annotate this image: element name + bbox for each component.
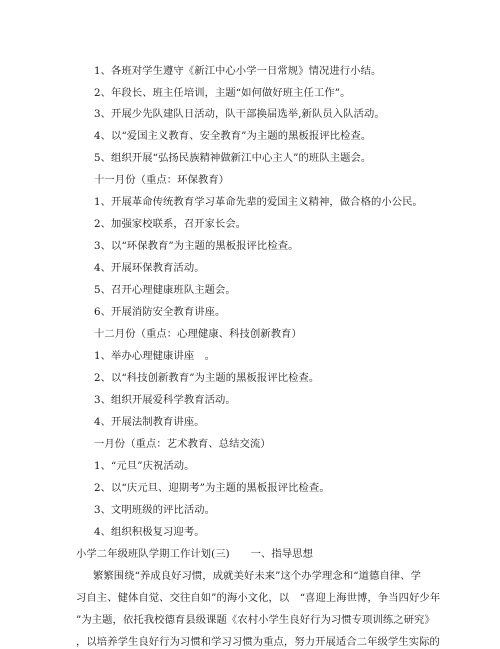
list-item: 2、加强家校联系，召开家长会。 — [94, 218, 247, 230]
document-subtitle: 小学二年级班队学期工作计划(三) 一、指导思想 — [76, 548, 313, 560]
list-item: 1、开展革命传统教育学习革命先辈的爱国主义精神，做合格的小公民。 — [94, 196, 423, 208]
body-paragraph-line: ”为主题，依托我校德育县级课题《农村小学生良好行为习惯专项训练之研究》 — [76, 614, 435, 626]
list-item: 5、组织开展“弘扬民族精神做新江中心主人”的班队主题会。 — [94, 152, 372, 164]
body-paragraph-line: 习自主、健体自觉、交往自如”的海小文化，以 “喜迎上海世博，争当四好少年 — [76, 592, 441, 604]
list-item: 4、开展环保教育活动。 — [94, 262, 205, 274]
list-item: 3、组织开展爱科学教育活动。 — [94, 394, 236, 406]
list-item: 3、文明班级的评比活动。 — [94, 504, 216, 516]
section-heading-november: 十一月份（重点：环保教育） — [94, 174, 230, 186]
list-item: 3、以“环保教育”为主题的黑板报评比检查。 — [94, 240, 299, 252]
list-item: 4、开展法制教育讲座。 — [94, 416, 205, 428]
list-item: 4、组织积极复习迎考。 — [94, 526, 205, 538]
list-item: 5、召开心理健康班队主题会。 — [94, 284, 236, 296]
list-item: 1、各班对学生遵守《新江中心小学一日常规》情况进行小结。 — [94, 65, 382, 77]
list-item: 2、年段长、班主任培训，主题“如何做好班主任工作”。 — [94, 87, 351, 99]
list-item: 2、以“科技创新教育”为主题的黑板报评比检查。 — [94, 372, 320, 384]
list-item: 1、举办心理健康讲座 。 — [94, 350, 216, 362]
list-item: 3、开展少先队建队日活动，队干部换届选举,新队员入队活动。 — [94, 108, 385, 120]
list-item: 1、“元旦”庆祝活动。 — [94, 460, 195, 472]
section-heading-january: 一月份（重点：艺术教育、总结交流） — [94, 438, 271, 450]
list-item: 2、以“庆元旦、迎期考”为主题的黑板报评比检查。 — [94, 482, 330, 494]
list-item: 4、以“爱国主义教育、安全教育”为主题的黑板报评比检查。 — [94, 130, 372, 142]
list-item: 6、开展消防安全教育讲座。 — [94, 306, 226, 318]
body-paragraph-line: ，以培养学生良好行为习惯和学习习惯为重点，努力开展适合二年级学生实际的 — [76, 636, 440, 648]
section-heading-december: 十二月份（重点：心理健康、科技创新教育） — [94, 328, 302, 340]
body-paragraph-line: 繁繁围绕“养成良好习惯，成就美好未来”这个办学理念和“道德自律、学 — [93, 570, 421, 582]
